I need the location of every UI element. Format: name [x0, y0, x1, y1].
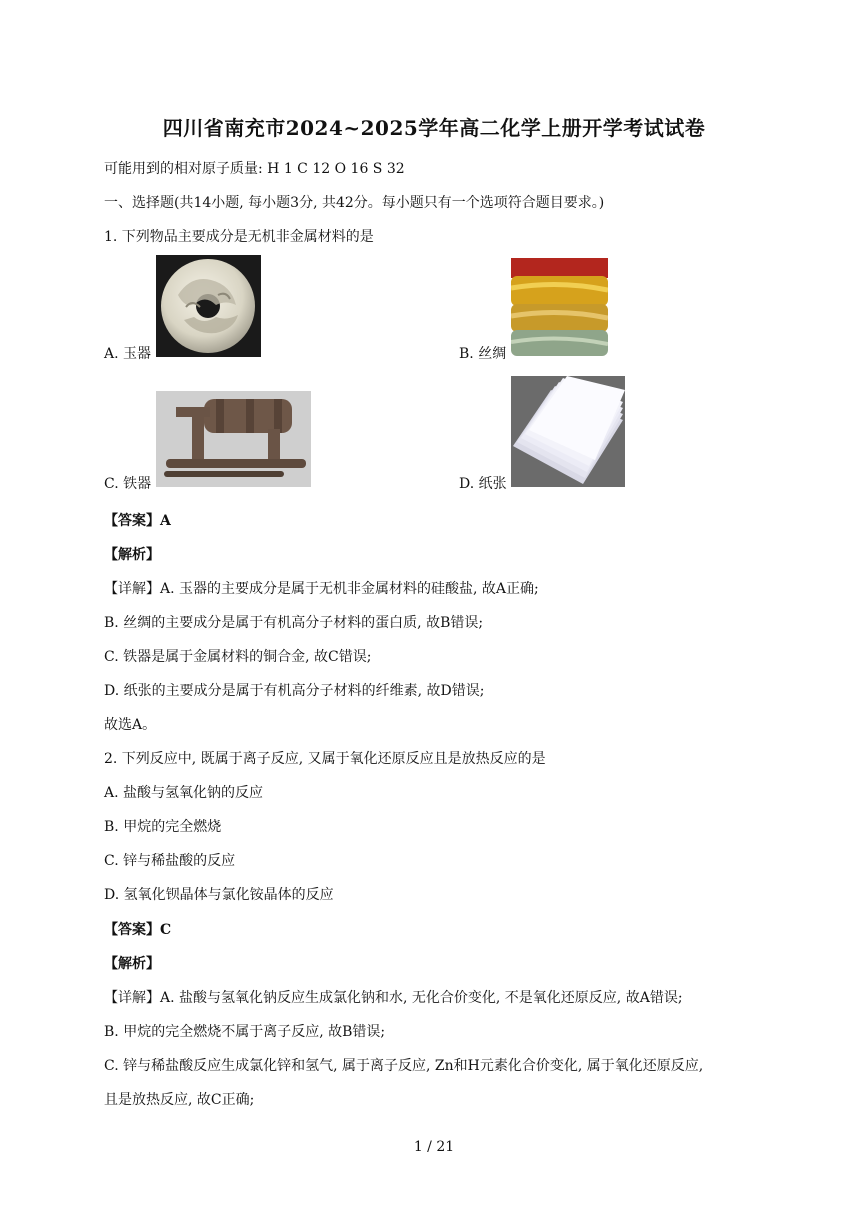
- q1-option-a-label: A. 玉器: [104, 346, 152, 362]
- q2-answer: 【答案】C: [104, 922, 172, 938]
- section-heading: 一、选择题(共14小题, 每小题3分, 共42分。每小题只有一个选项符合题目要求。): [104, 195, 605, 211]
- q2-detail-line: B. 甲烷的完全燃烧不属于离子反应, 故B错误;: [104, 1024, 386, 1040]
- q2-option-d: D. 氢氧化钡晶体与氯化铵晶体的反应: [104, 887, 334, 903]
- atomic-mass-line: 可能用到的相对原子质量: H 1 C 12 O 16 S 32: [104, 161, 405, 177]
- silk-cloth-image: [511, 258, 608, 356]
- q2-detail-line: C. 锌与稀盐酸反应生成氯化锌和氢气, 属于离子反应, Zn和H元素化合价变化, 属于氧化还原反应,: [104, 1058, 704, 1074]
- q1-detail-line: B. 丝绸的主要成分是属于有机高分子材料的蛋白质, 故B错误;: [104, 615, 484, 631]
- q2-detail-line: 且是放热反应, 故C正确;: [104, 1092, 255, 1108]
- question-2-stem: 2. 下列反应中, 既属于离子反应, 又属于氧化还原反应且是放热反应的是: [104, 751, 546, 767]
- question-1-stem: 1. 下列物品主要成分是无机非金属材料的是: [104, 229, 374, 245]
- q1-detail-line: D. 纸张的主要成分是属于有机高分子材料的纤维素, 故D错误;: [104, 683, 485, 699]
- paper-sheets-image: [511, 376, 625, 487]
- q2-option-c: C. 锌与稀盐酸的反应: [104, 853, 236, 869]
- jade-disc-image: [156, 255, 261, 357]
- q1-option-b-label: B. 丝绸: [459, 346, 507, 362]
- q2-analysis-heading: 【解析】: [104, 956, 160, 972]
- page-title: 四川省南充市2024~2025学年高二化学上册开学考试试卷: [162, 116, 706, 140]
- q2-option-b: B. 甲烷的完全燃烧: [104, 819, 222, 835]
- q1-conclusion: 故选A。: [104, 717, 157, 733]
- q1-answer: 【答案】A: [104, 513, 171, 529]
- q1-detail-line: 【详解】A. 玉器的主要成分是属于无机非金属材料的硅酸盐, 故A正确;: [104, 581, 539, 597]
- q2-detail-line: 【详解】A. 盐酸与氢氧化钠反应生成氯化钠和水, 无化合价变化, 不是氧化还原反应, 故A错误;: [104, 990, 683, 1006]
- q1-detail-line: C. 铁器是属于金属材料的铜合金, 故C错误;: [104, 649, 372, 665]
- q1-option-c-label: C. 铁器: [104, 476, 152, 492]
- page-number: 1 / 21: [413, 1139, 455, 1155]
- q2-option-a: A. 盐酸与氢氧化钠的反应: [104, 785, 264, 801]
- q1-analysis-heading: 【解析】: [104, 547, 160, 563]
- q1-option-d-label: D. 纸张: [459, 476, 507, 492]
- iron-lock-image: [156, 391, 311, 487]
